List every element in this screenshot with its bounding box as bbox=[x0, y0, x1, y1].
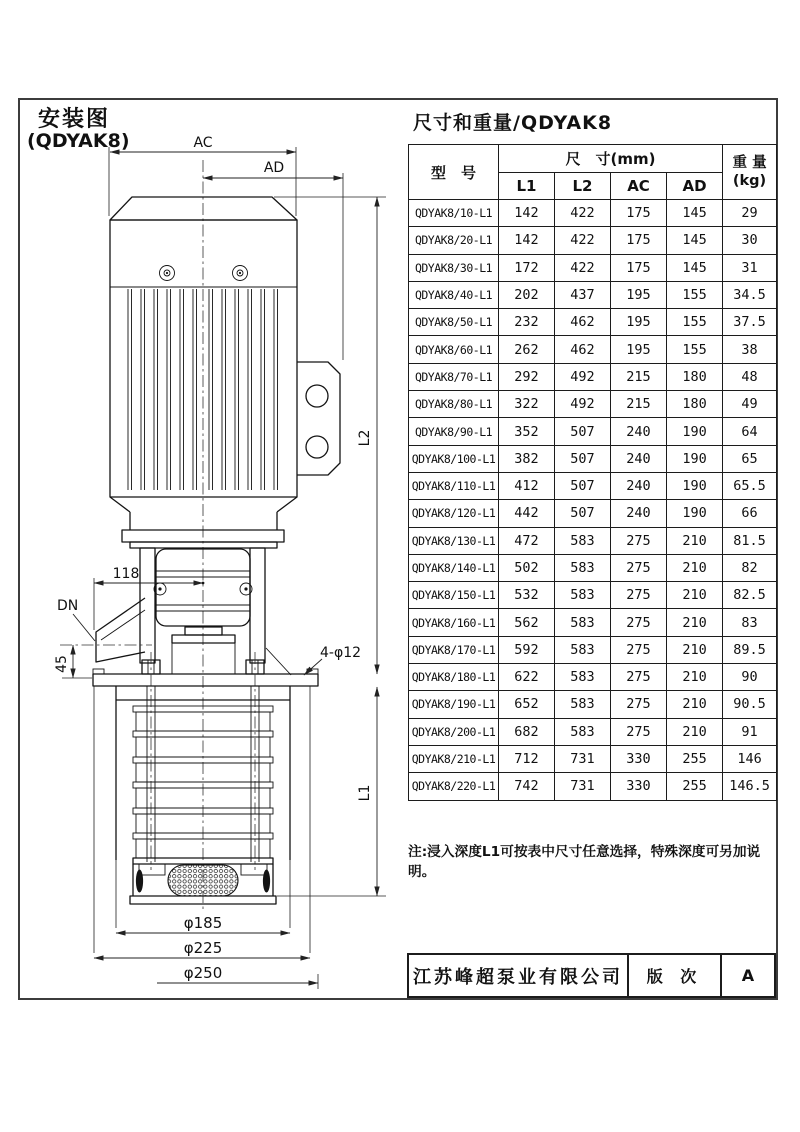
value-cell: 202 bbox=[499, 281, 555, 308]
table-row bbox=[409, 363, 777, 390]
table-row bbox=[409, 200, 777, 227]
table-row bbox=[409, 391, 777, 418]
value-cell: 462 bbox=[555, 309, 611, 336]
value-cell: 195 bbox=[611, 336, 667, 363]
value-cell: 65.5 bbox=[723, 472, 777, 499]
dim-label-holes: 4-φ12 bbox=[320, 645, 362, 661]
value-cell: 275 bbox=[611, 554, 667, 581]
value-cell: 172 bbox=[499, 254, 555, 281]
page-frame bbox=[18, 98, 778, 1000]
value-cell: 210 bbox=[667, 554, 723, 581]
model-cell: QDYAK8/50-L1 bbox=[409, 309, 499, 336]
table-row bbox=[409, 636, 777, 663]
value-cell: 83 bbox=[723, 609, 777, 636]
model-cell: QDYAK8/200-L1 bbox=[409, 718, 499, 745]
value-cell: 255 bbox=[667, 745, 723, 772]
value-cell: 215 bbox=[611, 363, 667, 390]
value-cell: 422 bbox=[555, 227, 611, 254]
model-cell: QDYAK8/180-L1 bbox=[409, 664, 499, 691]
value-cell: 682 bbox=[499, 718, 555, 745]
model-cell: QDYAK8/30-L1 bbox=[409, 254, 499, 281]
table-row bbox=[409, 664, 777, 691]
model-cell: QDYAK8/10-L1 bbox=[409, 200, 499, 227]
title-block bbox=[407, 953, 776, 998]
value-cell: 275 bbox=[611, 664, 667, 691]
table-row bbox=[409, 500, 777, 527]
value-cell: 210 bbox=[667, 609, 723, 636]
value-cell: 583 bbox=[555, 609, 611, 636]
value-cell: 492 bbox=[555, 391, 611, 418]
value-cell: 37.5 bbox=[723, 309, 777, 336]
dim-label-l2: L2 bbox=[357, 429, 373, 447]
value-cell: 422 bbox=[555, 254, 611, 281]
header-l2: L2 bbox=[555, 173, 611, 200]
value-cell: 275 bbox=[611, 691, 667, 718]
table-row bbox=[409, 309, 777, 336]
value-cell: 492 bbox=[555, 363, 611, 390]
model-cell: QDYAK8/220-L1 bbox=[409, 773, 499, 800]
model-cell: QDYAK8/70-L1 bbox=[409, 363, 499, 390]
value-cell: 322 bbox=[499, 391, 555, 418]
motor-screw-right bbox=[233, 266, 248, 281]
value-cell: 583 bbox=[555, 527, 611, 554]
model-cell: QDYAK8/170-L1 bbox=[409, 636, 499, 663]
value-cell: 175 bbox=[611, 227, 667, 254]
value-cell: 29 bbox=[723, 200, 777, 227]
value-cell: 142 bbox=[499, 200, 555, 227]
value-cell: 195 bbox=[611, 309, 667, 336]
dimension-lines bbox=[54, 135, 386, 989]
model-cell: QDYAK8/130-L1 bbox=[409, 527, 499, 554]
value-cell: 275 bbox=[611, 609, 667, 636]
table-row bbox=[409, 336, 777, 363]
header-weight bbox=[723, 145, 777, 200]
value-cell: 195 bbox=[611, 281, 667, 308]
value-cell: 442 bbox=[499, 500, 555, 527]
value-cell: 262 bbox=[499, 336, 555, 363]
value-cell: 712 bbox=[499, 745, 555, 772]
value-cell: 583 bbox=[555, 691, 611, 718]
value-cell: 49 bbox=[723, 391, 777, 418]
value-cell: 81.5 bbox=[723, 527, 777, 554]
company-name: 江苏峰超泵业有限公司 bbox=[409, 955, 629, 996]
header-size-group: 尺 寸(mm) bbox=[499, 145, 723, 173]
dimensions-weight-table bbox=[408, 144, 777, 801]
value-cell: 66 bbox=[723, 500, 777, 527]
dim-label-185: φ185 bbox=[183, 914, 223, 932]
value-cell: 89.5 bbox=[723, 636, 777, 663]
drawing-title: 安装图 bbox=[38, 107, 111, 132]
value-cell: 210 bbox=[667, 582, 723, 609]
pump-head bbox=[60, 548, 291, 675]
table-row bbox=[409, 582, 777, 609]
motor-screw-left bbox=[160, 266, 175, 281]
model-cell: QDYAK8/40-L1 bbox=[409, 281, 499, 308]
value-cell: 462 bbox=[555, 336, 611, 363]
value-cell: 507 bbox=[555, 445, 611, 472]
dim-label-dn: DN bbox=[57, 598, 79, 614]
header-weight-line1: 重 量 bbox=[732, 154, 767, 171]
table-body bbox=[409, 200, 777, 801]
value-cell: 583 bbox=[555, 636, 611, 663]
value-cell: 562 bbox=[499, 609, 555, 636]
value-cell: 175 bbox=[611, 200, 667, 227]
value-cell: 437 bbox=[555, 281, 611, 308]
value-cell: 210 bbox=[667, 691, 723, 718]
value-cell: 232 bbox=[499, 309, 555, 336]
value-cell: 190 bbox=[667, 472, 723, 499]
revision-value: A bbox=[741, 966, 755, 985]
value-cell: 472 bbox=[499, 527, 555, 554]
table-row bbox=[409, 527, 777, 554]
model-cell: QDYAK8/140-L1 bbox=[409, 554, 499, 581]
value-cell: 65 bbox=[723, 445, 777, 472]
value-cell: 275 bbox=[611, 718, 667, 745]
value-cell: 422 bbox=[555, 200, 611, 227]
header-model: 型 号 bbox=[409, 145, 499, 200]
table-row bbox=[409, 718, 777, 745]
value-cell: 275 bbox=[611, 527, 667, 554]
value-cell: 90.5 bbox=[723, 691, 777, 718]
mounting-plate bbox=[93, 669, 318, 686]
terminal-box bbox=[297, 362, 340, 475]
table-row bbox=[409, 773, 777, 800]
value-cell: 155 bbox=[667, 309, 723, 336]
value-cell: 146 bbox=[723, 745, 777, 772]
table-row bbox=[409, 691, 777, 718]
value-cell: 412 bbox=[499, 472, 555, 499]
value-cell: 507 bbox=[555, 500, 611, 527]
drawing-subtitle: (QDYAK8) bbox=[27, 130, 130, 152]
table-row bbox=[409, 445, 777, 472]
value-cell: 583 bbox=[555, 664, 611, 691]
header-weight-line2: (kg) bbox=[732, 173, 767, 189]
value-cell: 731 bbox=[555, 773, 611, 800]
value-cell: 190 bbox=[667, 500, 723, 527]
table-row bbox=[409, 418, 777, 445]
value-cell: 38 bbox=[723, 336, 777, 363]
value-cell: 64 bbox=[723, 418, 777, 445]
value-cell: 240 bbox=[611, 472, 667, 499]
value-cell: 507 bbox=[555, 472, 611, 499]
value-cell: 48 bbox=[723, 363, 777, 390]
value-cell: 210 bbox=[667, 527, 723, 554]
revision-label: 版 次 bbox=[629, 955, 722, 996]
value-cell: 240 bbox=[611, 500, 667, 527]
value-cell: 175 bbox=[611, 254, 667, 281]
model-cell: QDYAK8/190-L1 bbox=[409, 691, 499, 718]
dim-label-118: 118 bbox=[112, 566, 140, 582]
header-ac: AC bbox=[611, 173, 667, 200]
value-cell: 30 bbox=[723, 227, 777, 254]
value-cell: 146.5 bbox=[723, 773, 777, 800]
model-cell: QDYAK8/120-L1 bbox=[409, 500, 499, 527]
table-row bbox=[409, 227, 777, 254]
value-cell: 145 bbox=[667, 254, 723, 281]
value-cell: 583 bbox=[555, 554, 611, 581]
value-cell: 240 bbox=[611, 445, 667, 472]
value-cell: 240 bbox=[611, 418, 667, 445]
value-cell: 592 bbox=[499, 636, 555, 663]
table-row bbox=[409, 745, 777, 772]
value-cell: 82 bbox=[723, 554, 777, 581]
value-cell: 145 bbox=[667, 200, 723, 227]
dim-label-ad: AD bbox=[263, 160, 285, 176]
value-cell: 622 bbox=[499, 664, 555, 691]
value-cell: 90 bbox=[723, 664, 777, 691]
value-cell: 82.5 bbox=[723, 582, 777, 609]
value-cell: 31 bbox=[723, 254, 777, 281]
value-cell: 330 bbox=[611, 773, 667, 800]
model-cell: QDYAK8/150-L1 bbox=[409, 582, 499, 609]
model-cell: QDYAK8/110-L1 bbox=[409, 472, 499, 499]
table-row bbox=[409, 281, 777, 308]
value-cell: 275 bbox=[611, 582, 667, 609]
value-cell: 210 bbox=[667, 664, 723, 691]
motor-outline bbox=[110, 197, 297, 548]
model-cell: QDYAK8/90-L1 bbox=[409, 418, 499, 445]
value-cell: 731 bbox=[555, 745, 611, 772]
header-l1: L1 bbox=[499, 173, 555, 200]
dim-label-225: φ225 bbox=[183, 939, 223, 957]
value-cell: 502 bbox=[499, 554, 555, 581]
value-cell: 190 bbox=[667, 445, 723, 472]
table-row bbox=[409, 254, 777, 281]
header-ad: AD bbox=[667, 173, 723, 200]
value-cell: 91 bbox=[723, 718, 777, 745]
strainer-mesh bbox=[168, 865, 238, 896]
value-cell: 532 bbox=[499, 582, 555, 609]
model-cell: QDYAK8/160-L1 bbox=[409, 609, 499, 636]
value-cell: 34.5 bbox=[723, 281, 777, 308]
dim-label-ac: AC bbox=[193, 135, 213, 151]
value-cell: 652 bbox=[499, 691, 555, 718]
model-cell: QDYAK8/210-L1 bbox=[409, 745, 499, 772]
value-cell: 330 bbox=[611, 745, 667, 772]
value-cell: 190 bbox=[667, 418, 723, 445]
value-cell: 180 bbox=[667, 363, 723, 390]
value-cell: 145 bbox=[667, 227, 723, 254]
value-cell: 292 bbox=[499, 363, 555, 390]
value-cell: 742 bbox=[499, 773, 555, 800]
table-title: 尺寸和重量/QDYAK8 bbox=[413, 112, 613, 134]
table-row bbox=[409, 554, 777, 581]
value-cell: 255 bbox=[667, 773, 723, 800]
value-cell: 583 bbox=[555, 582, 611, 609]
value-cell: 382 bbox=[499, 445, 555, 472]
value-cell: 583 bbox=[555, 718, 611, 745]
value-cell: 155 bbox=[667, 336, 723, 363]
value-cell: 210 bbox=[667, 718, 723, 745]
value-cell: 352 bbox=[499, 418, 555, 445]
table-row bbox=[409, 472, 777, 499]
model-cell: QDYAK8/100-L1 bbox=[409, 445, 499, 472]
value-cell: 215 bbox=[611, 391, 667, 418]
value-cell: 210 bbox=[667, 636, 723, 663]
footnote: 注:浸入深度L1可按表中尺寸任意选择，特殊深度可另加说明。 bbox=[408, 844, 761, 880]
dim-label-250: φ250 bbox=[183, 964, 223, 982]
value-cell: 180 bbox=[667, 391, 723, 418]
model-cell: QDYAK8/60-L1 bbox=[409, 336, 499, 363]
value-cell: 155 bbox=[667, 281, 723, 308]
table-row bbox=[409, 609, 777, 636]
discharge-port bbox=[96, 598, 145, 662]
value-cell: 507 bbox=[555, 418, 611, 445]
value-cell: 275 bbox=[611, 636, 667, 663]
plate-rib bbox=[266, 648, 291, 675]
model-cell: QDYAK8/80-L1 bbox=[409, 391, 499, 418]
dim-label-l1: L1 bbox=[357, 784, 373, 802]
value-cell: 142 bbox=[499, 227, 555, 254]
model-cell: QDYAK8/20-L1 bbox=[409, 227, 499, 254]
dim-label-45: 45 bbox=[54, 655, 70, 673]
